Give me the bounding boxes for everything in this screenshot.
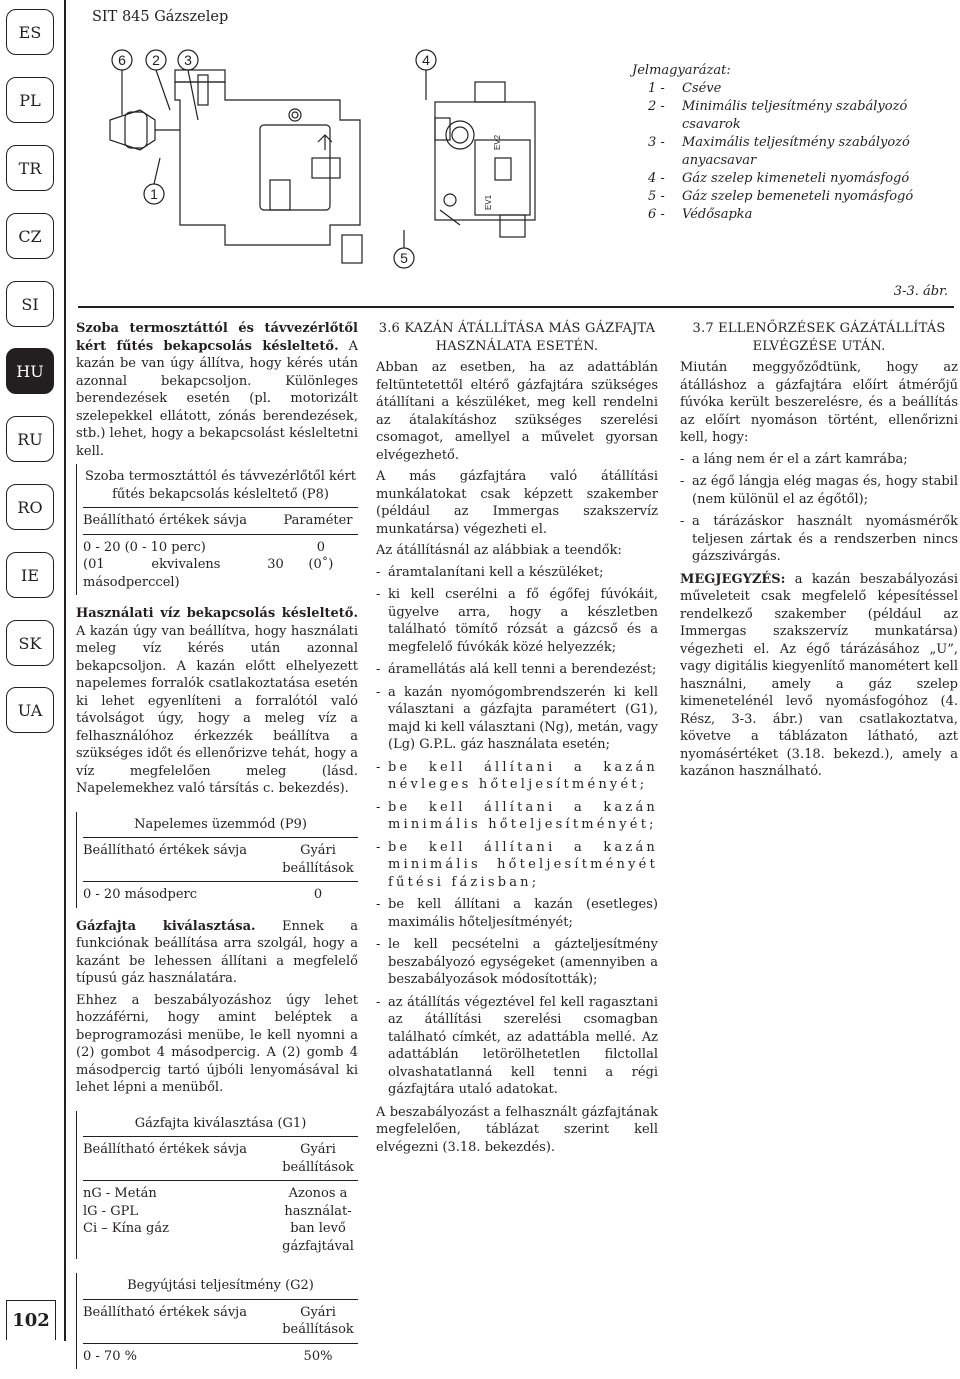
lang-tab-hu[interactable]: HU <box>6 348 54 394</box>
lang-tab-sk[interactable]: SK <box>6 620 54 666</box>
label-ev1: EV1 <box>484 194 493 210</box>
list-item: - be kell állítani a kazán névleges hőteljesítményét; <box>376 759 658 792</box>
column-middle <box>376 320 658 1160</box>
section-heading-3-6: 3.6 KAZÁN ÁTÁLLÍTÁSA MÁS GÁZFAJTA HASZNÁLATA ESETÉN. <box>378 321 656 354</box>
table-p8 <box>76 464 358 595</box>
label-ev2: EV2 <box>493 134 502 150</box>
list-item: - be kell állítani a kazán (esetleges) maximális hőteljesítményét; <box>376 897 658 930</box>
list-item: - a láng nem ér el a zárt kamrába; <box>680 451 908 467</box>
paragraph: Gázfajta kiválasztása. Ennek a funkciónak beállítása arra szolgál, hogy a kazánt be lehessen állítani a megfelelő típusú gáz használatára. <box>76 918 359 986</box>
lang-tab-ru[interactable]: RU <box>6 416 54 462</box>
callout-4: 4 <box>422 52 430 68</box>
doc-title: SIT 845 Gázszelep <box>92 9 229 25</box>
table-row: 0 - 20 másodperc 0 <box>83 881 358 908</box>
list-item: - áramtalanítani kell a készüléket; <box>376 564 604 580</box>
paragraph: Ehhez a beszabályozáshoz úgy lehet hozzáférni, hogy amint beléptek a beprogramozási menübe, le kell nyomni a (2) gombot 4 másodpercig. A (2) gomb 4 másodpercig tartó újbóli lenyomásával ki lehet lépni a menüből. <box>76 992 358 1095</box>
legend-item: 5 - Gáz szelep bemeneteli nyomásfogó <box>648 189 914 204</box>
list-item: - be kell állítani a kazán minimális hőteljesítményét; <box>376 799 658 832</box>
legend-item: 2 - Minimális teljesítmény szabályozó <box>648 99 908 114</box>
table-row: 0 - 20 (0 - 10 perc) (01 ekvivalens 30 másodperccel) 0 (0˚) <box>83 534 358 596</box>
lang-tab-ie[interactable]: IE <box>6 552 54 598</box>
legend-item: 1 - Cséve <box>648 81 722 96</box>
column-left <box>76 320 358 1379</box>
table-header: Beállítható értékek sávja Gyári beállítások <box>83 1299 358 1343</box>
lang-tab-es[interactable]: ES <box>6 9 54 55</box>
table-title: Szoba termosztáttól és távvezérlőtől kért fűtés bekapcsolás késleltető (P8) <box>84 469 357 502</box>
lang-tab-tr[interactable]: TR <box>6 145 54 191</box>
callout-5: 5 <box>400 250 408 266</box>
table-header: Beállítható értékek sávja Paraméter <box>83 507 358 534</box>
legend-item: csavarok <box>682 117 741 132</box>
section-heading-3-7: 3.7 ELLENŐRZÉSEK GÁZÁTÁLLÍTÁS ELVÉGZÉSE UTÁN. <box>692 321 946 354</box>
callout-2: 2 <box>152 52 160 68</box>
lang-tab-ua[interactable]: UA <box>6 687 54 733</box>
paragraph: Miután meggyőződtünk, hogy az átálláshoz a gázfajtára előírt átmérőjű fúvóka került beszerelésre, és a beállítás az előírt nyomáson történt, ellenőrizni kell, hogy: <box>680 360 958 445</box>
paragraph: MEGJEGYZÉS: a kazán beszabályozási műveleteit csak megfelelő képesítéssel rendelkező szakember (például az Immergas szakszervíz munkatársa) végezheti el. Az égő tárázásához „U”, vagy digitális kiegyenlítő manométert kell használni, amely a gáz szelep kimenetelénél levő nyomásfogóhoz (4. Rész, 3-3. ábr.) van csatlakoztatva, követve a táblázaton látható, azt nyomásértéket (3.18. bekezd.), amely a kazánon használható. <box>680 571 958 779</box>
section-divider <box>78 306 954 308</box>
table-title: Begyújtási teljesítmény (G2) <box>127 1278 314 1293</box>
paragraph: A más gázfajtára való átállítási munkálatokat csak képzett szakember (például az Immergas szakszervíz munkatársa) végezheti el. <box>376 469 658 537</box>
figure-reference: 3-3. ábr. <box>893 284 948 299</box>
table-title: Napelemes üzemmód (P9) <box>134 816 307 832</box>
legend-item: anyacsavar <box>682 153 757 168</box>
lang-tab-pl[interactable]: PL <box>6 77 54 123</box>
list-item: - áramellátás alá kell tenni a berendezést; <box>376 662 657 677</box>
legend-item: 4 - Gáz szelep kimeneteli nyomásfogó <box>648 171 910 186</box>
figure-legend <box>632 62 914 224</box>
callout-6: 6 <box>118 52 126 68</box>
list-item: - ki kell cserélni a fő égőfej fúvókáit, ügyelve arra, hogy a készletben található tömítő rózsát a gázcső és a megfelelő fúvókák közé helyezzék; <box>376 587 658 655</box>
table-row: nG - Metán lG - GPL Ci – Kína gáz Azonos a használat-ban levő gázfajtával <box>83 1180 358 1259</box>
legend-title: Jelmagyarázat: <box>632 63 731 78</box>
table-g1 <box>76 1111 358 1260</box>
column-right <box>680 320 958 785</box>
list-item: - a tárázáskor használt nyomásmérők teljesen zártak és a rendszerben nincs gázszivárgás. <box>680 514 958 564</box>
table-g2 <box>76 1273 358 1369</box>
table-header: Beállítható értékek sávja Gyári beállítások <box>83 1136 358 1180</box>
list-item: - az égő lángja elég magas és, hogy stabil (nem különül el az égőtől); <box>680 474 958 507</box>
page-number: 102 <box>6 1300 56 1340</box>
legend-item: 6 - Védősapka <box>648 207 753 222</box>
sidebar-divider <box>64 0 66 1341</box>
list-item: - be kell állítani a kazán minimális hőteljesítményét fűtési fázisban; <box>376 839 658 890</box>
callout-1: 1 <box>150 186 158 202</box>
lang-tab-si[interactable]: SI <box>6 281 54 327</box>
list-item: - a kazán nyomógombrendszerén ki kell választani a gázfajta paramétert (G1), majd ki kell választani (Ng), metán, vagy (Lg) G.P.L. gáz használata esetén; <box>376 684 658 752</box>
callout-3: 3 <box>184 52 192 68</box>
gas-valve-figure <box>80 40 620 280</box>
lang-tab-ro[interactable]: RO <box>6 484 54 530</box>
paragraph: Az átállításnál az alábbiak a teendők: <box>376 543 622 558</box>
paragraph: Abban az esetben, ha az adattáblán feltüntetettől eltérő gázfajtára szükséges átállítani a készüléket, meg kell rendelni az átalakításhoz szükséges szerelési csomagot, amellyel a művelet gyorsan elvégezhető. <box>376 360 658 463</box>
paragraph: Használati víz bekapcsolás késleltető. A kazán úgy van beállítva, hogy használati meleg víz kérés után azonnal bekapcsoljon. A kazán előtt elhelyezett napelemes forralók csatlakoztatása esetén ki lehet egyenlíteni a forralótól való távolságot úgy, hogy a meleg víz a felhasználóhoz érkezzék beállítva a szükséges időt és ellenőrizve tehát, hogy a víz megfelelően meleg (lásd. Napelemekhez való társítás c. bekezdés). <box>76 606 358 796</box>
table-row: 0 - 70 % 50% <box>83 1343 358 1370</box>
lang-tab-cz[interactable]: CZ <box>6 213 54 259</box>
paragraph: Szoba termosztáttól és távvezérlőtől kért fűtés bekapcsolás késleltető. A kazán be van úgy állítva, hogy kérés után azonnal bekapcsoljon. Különleges berendezések esetén (pl. motorizált szelepekkel ellátott, zónás berendezések, stb.) lehet, hogy a bekapcsolást késleltetni kell. <box>76 321 358 459</box>
table-header: Beállítható értékek sávja Gyári beállítások <box>83 837 358 881</box>
legend-item: 3 - Maximális teljesítmény szabályozó <box>648 135 910 150</box>
paragraph: A beszabályozást a felhasznált gázfajtának megfelelően, táblázat szerint kell elvégezni (3.18. bekezdés). <box>376 1104 658 1155</box>
table-p9 <box>76 812 358 908</box>
list-item: - le kell pecsételni a gázteljesítmény beszabályozó egységeket (amennyiben a beszabályozások módosították); <box>376 937 658 987</box>
list-item: - az átállítás végeztével fel kell ragasztani az átállítási szerelési csomagban található címkét, az adattábla mellé. Az adattáblán letörölhetetlen filctollal olvashatatlanná kell tenni a régi gázfajtára utaló adatokat. <box>376 994 658 1097</box>
table-title: Gázfajta kiválasztása (G1) <box>134 1115 307 1131</box>
